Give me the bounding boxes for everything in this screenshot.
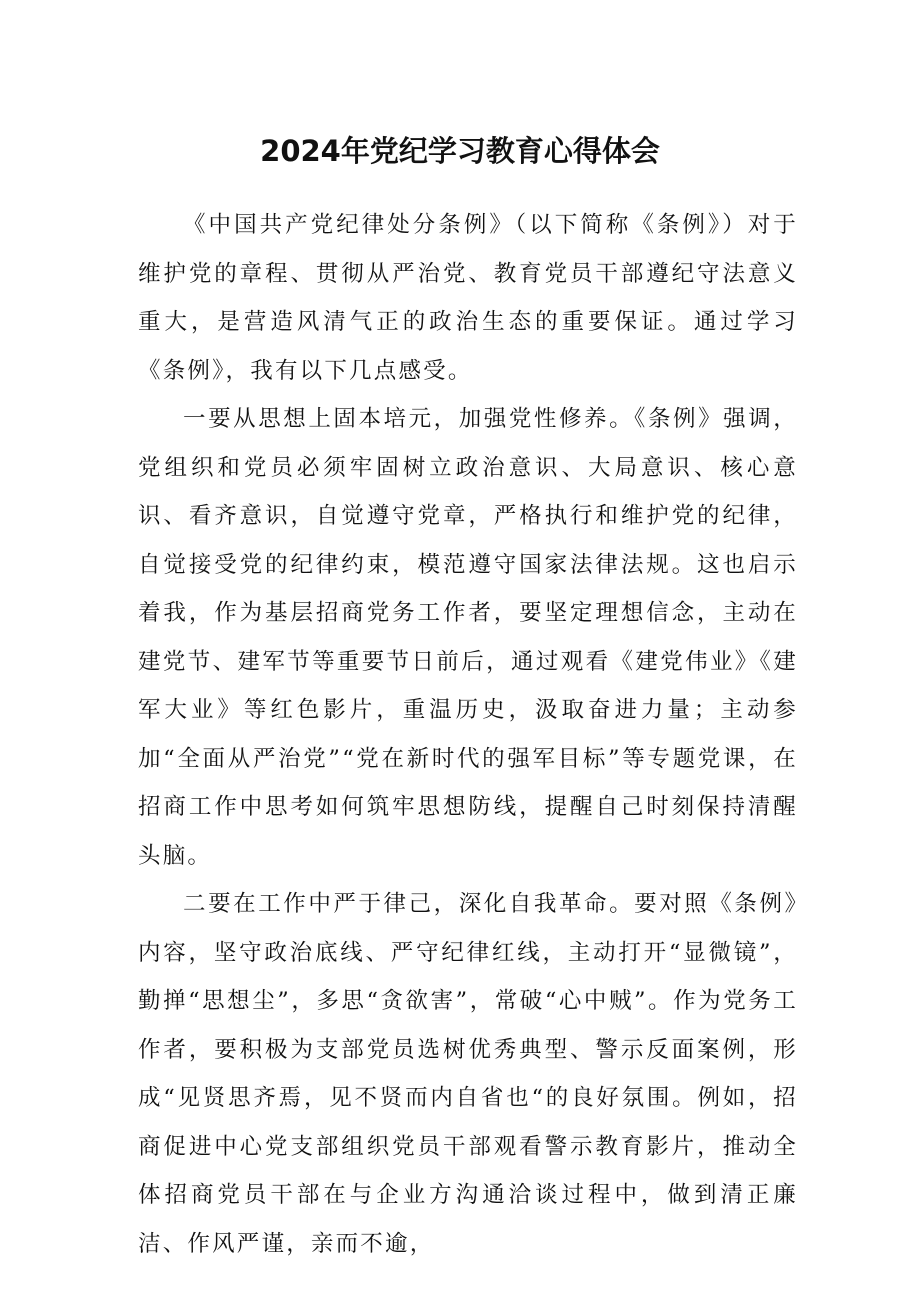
paragraph-point-one: 一要从思想上固本培元，加强党性修养。《条例》强调，党组织和党员必须牢固树立政治意识、大局意识、核心意识、看齐意识，自觉遵守党章，严格执行和维护党的纪律，自觉接受党的纪律约束，模范遵守国家法律法规。这也启示着我，作为基层招商党务工作者，要坚定理想信念，主动在建党节、建军节等重要节日前后，通过观看《建党伟业》《建军大业》等红色影片，重温历史，汲取奋进力量；主动参加“全面从严治党”“党在新时代的强军目标”等专题党课，在招商工作中思考如何筑牢思想防线，提醒自己时刻保持清醒头脑。 [138, 406, 798, 869]
paragraph-point-two: 二要在工作中严于律己，深化自我革命。要对照《条例》内容，坚守政治底线、严守纪律红线，主动打开“显微镜”，勤掸“思想尘”，多思“贪欲害”，常破“心中贼”。作为党务工作者，要积极为支部党员选树优秀典型、警示反面案例，形成“见贤思齐焉，见不贤而内自省也“的良好氛围。例如，招商促进中心党支部组织党员干部观看警示教育影片，推动全体招商党员干部在与企业方沟通洽谈过程中，做到清正廉洁、作风严谨，亲而不逾， [138, 891, 798, 1257]
paragraph-intro: 《中国共产党纪律处分条例》（以下简称《条例》）对于维护党的章程、贯彻从严治党、教育党员干部遵纪守法意义重大，是营造风清气正的政治生态的重要保证。通过学习《条例》，我有以下几点感受。 [138, 212, 798, 384]
document-body [138, 201, 798, 1268]
document-title: 2024年党纪学习教育心得体会 [260, 134, 660, 169]
